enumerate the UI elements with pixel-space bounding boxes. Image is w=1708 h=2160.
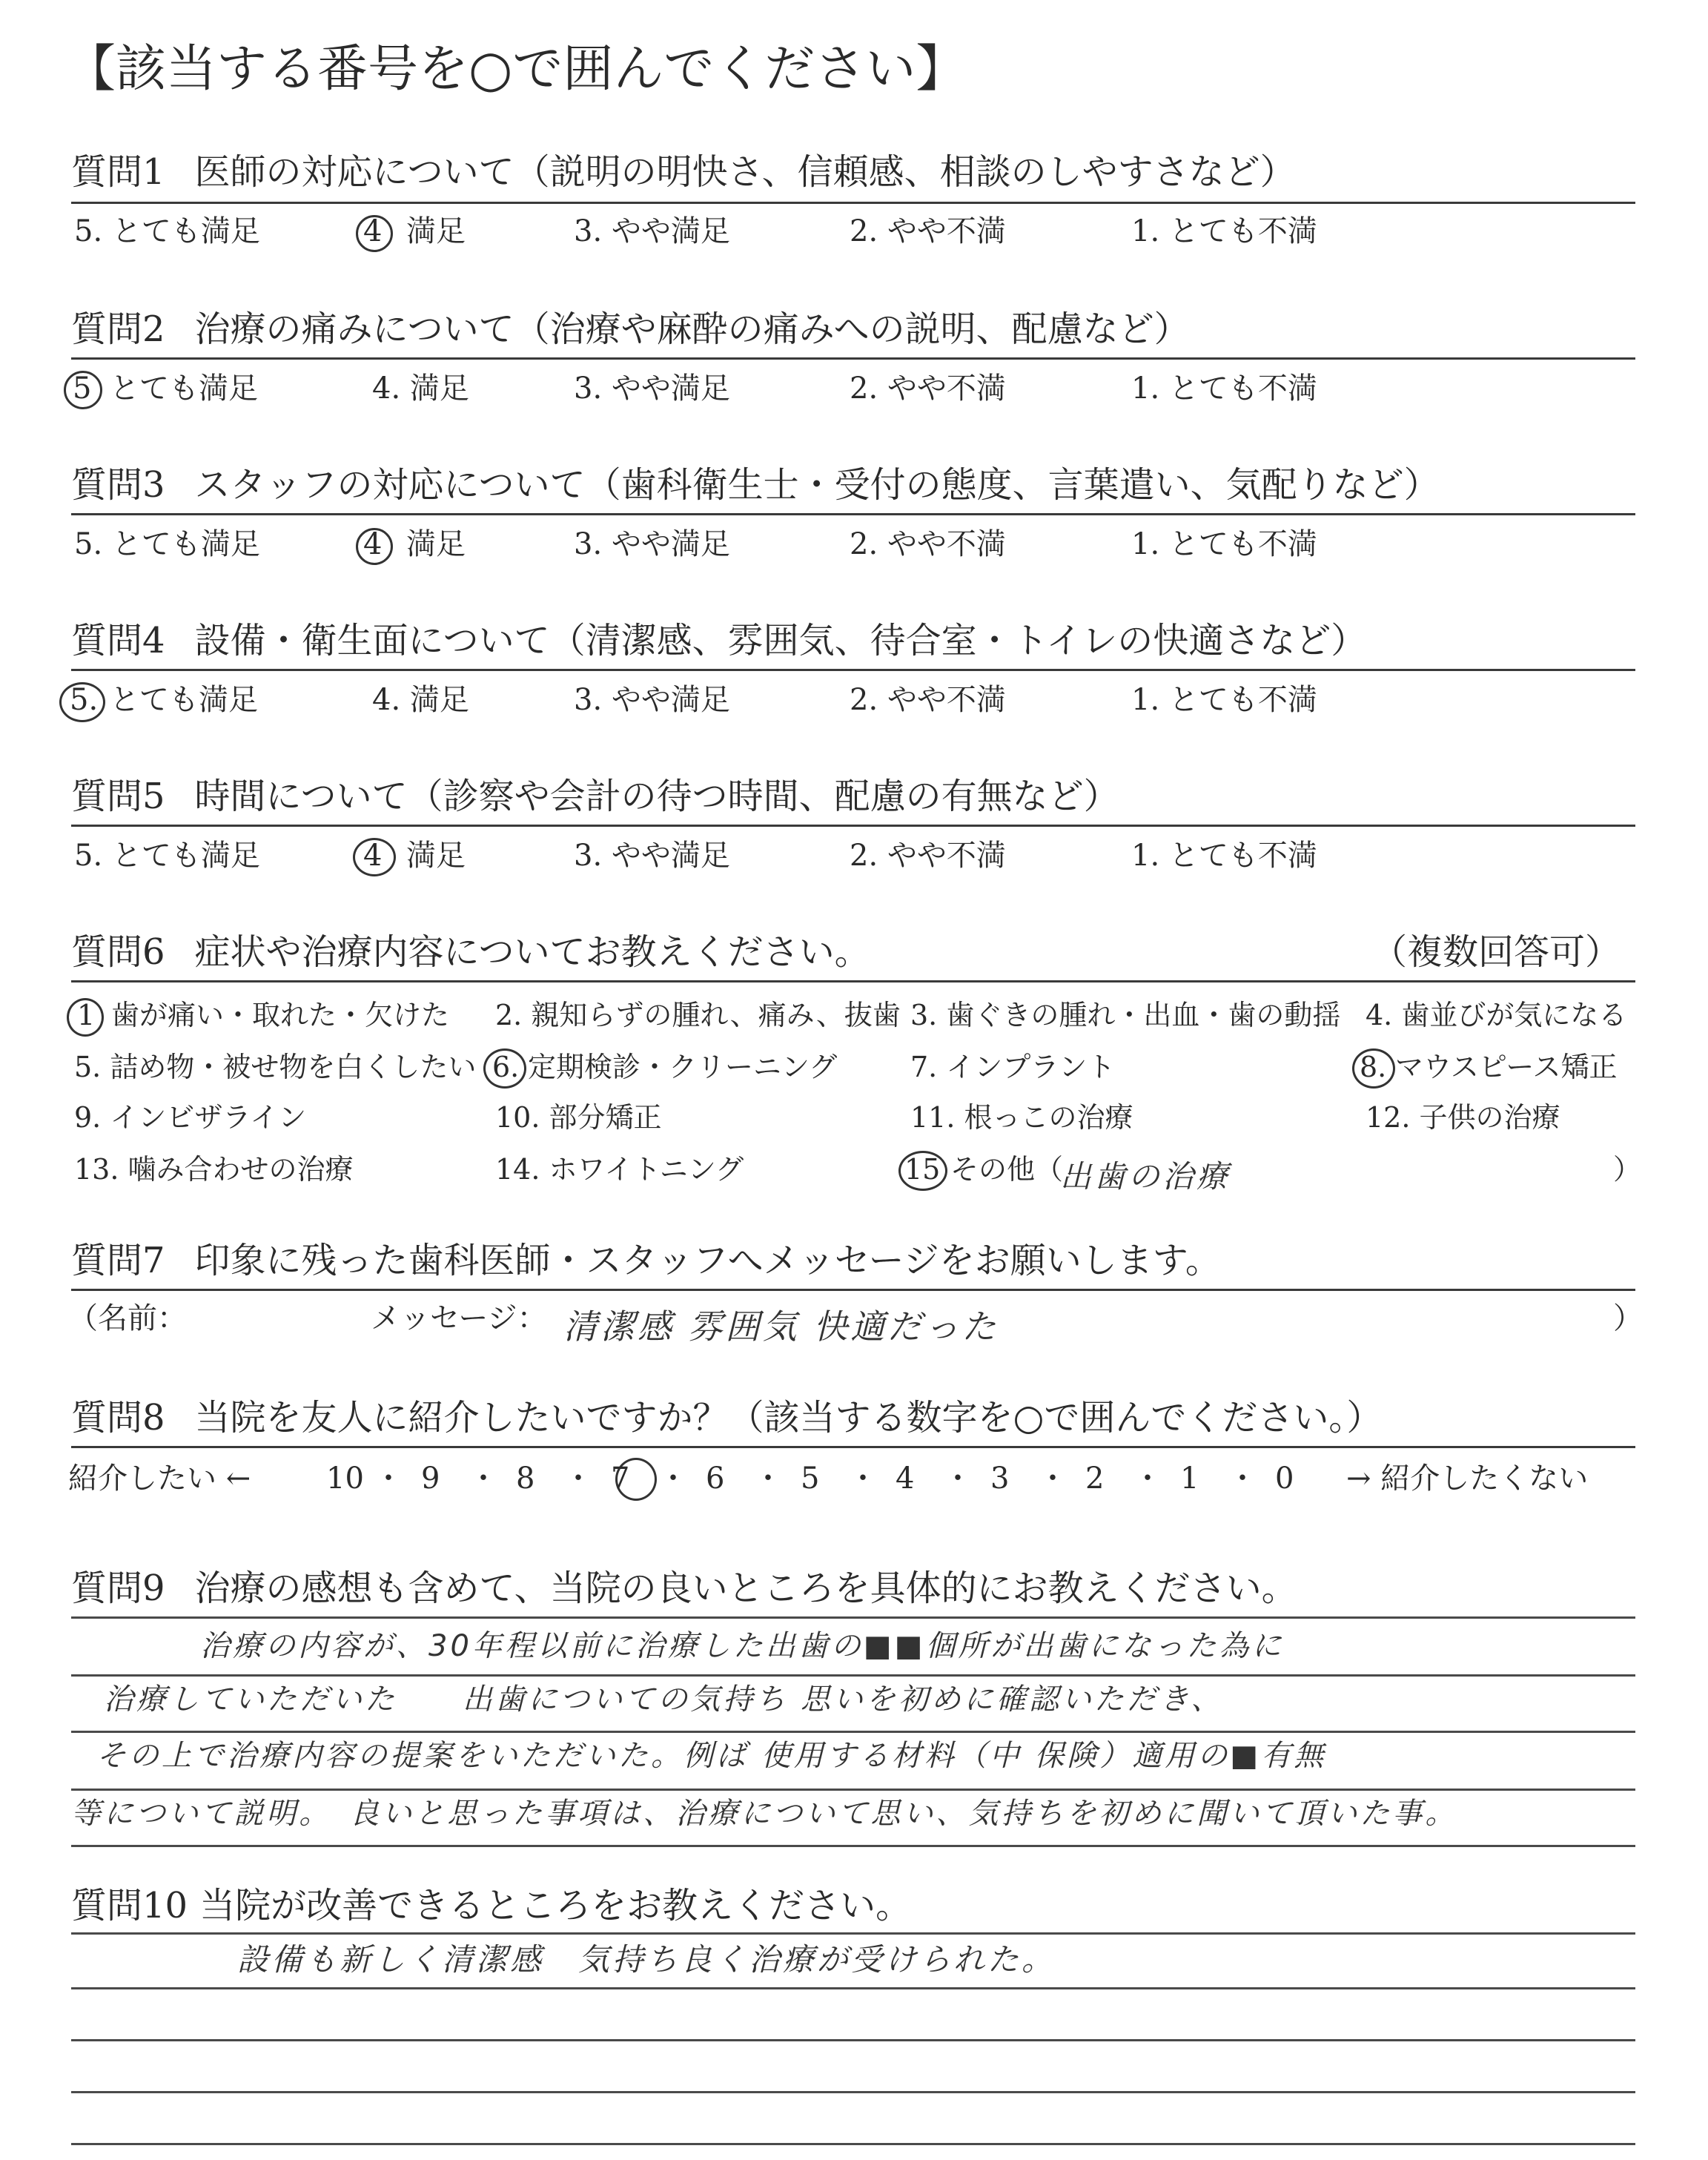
q6-item-11[interactable]: 11. 根っこの治療 — [910, 1101, 1133, 1134]
q6-item-13[interactable]: 13. 噛み合わせの治療 — [74, 1153, 354, 1186]
q4-opt-5-num[interactable]: 5. — [70, 683, 99, 717]
q5-opt-4-num[interactable]: 4 — [363, 839, 383, 873]
q9-line-2 — [71, 1731, 1635, 1733]
page-heading: 【該当する番号を○で囲んでください】 — [65, 40, 967, 99]
q5-number: 質問5 — [71, 776, 165, 817]
q9-answer-line-3[interactable]: その上で治療内容の提案をいただいた。例ば 使用する材料（中 保険）適用の■有無 — [96, 1739, 1327, 1773]
q8-scale-separator: ・ — [1133, 1462, 1162, 1496]
q6-item-8[interactable]: マウスピース矯正 — [1395, 1051, 1618, 1083]
q8-scale-separator: ・ — [658, 1462, 688, 1496]
q9-number: 質問9 — [71, 1568, 165, 1609]
q3-opt-5[interactable]: 5. とても満足 — [74, 527, 260, 561]
q10-line-1 — [71, 1987, 1635, 1989]
q5-opt-4[interactable]: 満足 — [406, 839, 466, 873]
q4-title: 設備・衛生面について（清潔感、雰囲気、待合室・トイレの快適さなど） — [194, 620, 1367, 661]
q8-scale-separator: ・ — [943, 1462, 973, 1496]
q1-rule — [71, 202, 1635, 204]
q2-opt-5[interactable]: とても満足 — [110, 371, 258, 406]
q8-scale-8[interactable]: 8 — [516, 1462, 535, 1496]
q10-answer-line-1[interactable]: 設備も新しく清潔感 気持ち良く治療が受けられた。 — [237, 1941, 1056, 1978]
q5-title: 時間について（診察や会計の待つ時間、配慮の有無など） — [194, 776, 1119, 817]
q7-name-label[interactable]: （名前： — [68, 1301, 187, 1335]
q4-number: 質問4 — [71, 620, 165, 661]
q9-line-3 — [71, 1789, 1635, 1791]
q6-other-close: ） — [1613, 1153, 1642, 1186]
q7-rule — [71, 1289, 1635, 1291]
q1-opt-4-num[interactable]: 4 — [363, 214, 383, 248]
q1-number: 質問1 — [71, 151, 165, 193]
q6-item-7[interactable]: 7. インプラント — [910, 1051, 1116, 1083]
q1-opt-2[interactable]: 2. やや不満 — [850, 214, 1006, 248]
q6-item-3[interactable]: 3. 歯ぐきの腫れ・出血・歯の動揺 — [910, 999, 1341, 1031]
q6-item-1[interactable]: 歯が痛い・取れた・欠けた — [111, 999, 450, 1031]
q3-rule — [71, 513, 1635, 515]
q8-number: 質問8 — [71, 1397, 165, 1439]
q2-number: 質問2 — [71, 308, 165, 350]
q6-item-14[interactable]: 14. ホワイトニング — [495, 1153, 744, 1186]
q9-answer-line-4[interactable]: 等について説明。 良いと思った事項は、治療について思い、気持ちを初めに聞いて頂いた事。 — [71, 1797, 1458, 1831]
q9-line-1 — [71, 1674, 1635, 1677]
q7-message-handwritten[interactable]: 清潔感 雰囲気 快適だった — [563, 1307, 999, 1347]
q5-opt-2[interactable]: 2. やや不満 — [850, 839, 1006, 873]
q6-item-1-num[interactable]: 1 — [77, 999, 96, 1031]
q8-scale-10[interactable]: 10 — [326, 1462, 364, 1496]
q3-heading — [71, 464, 1440, 506]
q7-heading — [71, 1240, 1221, 1281]
q9-answer-line-2[interactable]: 治療していただいた 出歯についての気持ち 思いを初めに確認いただき、 — [104, 1682, 1224, 1717]
q10-line-4 — [71, 2143, 1635, 2145]
q8-scale-4[interactable]: 4 — [896, 1462, 915, 1496]
q5-opt-3[interactable]: 3. やや満足 — [574, 839, 730, 873]
q8-scale-7[interactable]: 7 — [611, 1462, 630, 1496]
q1-opt-1[interactable]: 1. とても不満 — [1131, 214, 1317, 248]
q7-message-label: メッセージ： — [371, 1301, 547, 1335]
q8-scale-3[interactable]: 3 — [990, 1462, 1010, 1496]
q2-opt-3[interactable]: 3. やや満足 — [574, 371, 730, 406]
q6-note: （複数回答可） — [1371, 931, 1621, 973]
q6-heading — [71, 931, 870, 973]
q9-answer-line-1[interactable]: 治療の内容が、30年程以前に治療した出歯の■■個所が出歯になった為に — [200, 1629, 1285, 1663]
q6-item-2[interactable]: 2. 親知らずの腫れ、痛み、抜歯 — [495, 999, 901, 1031]
q2-opt-5-num[interactable]: 5 — [73, 371, 92, 406]
q2-title: 治療の痛みについて（治療や麻酔の痛みへの説明、配慮など） — [194, 308, 1190, 350]
q8-scale-separator: ・ — [563, 1462, 593, 1496]
q6-item-15[interactable]: その他（ — [950, 1153, 1064, 1186]
q8-heading — [71, 1397, 1383, 1439]
q4-opt-5[interactable]: とても満足 — [110, 683, 258, 717]
q1-opt-5[interactable]: 5. とても満足 — [74, 214, 260, 248]
q2-opt-1[interactable]: 1. とても不満 — [1131, 371, 1317, 406]
q8-scale-separator: ・ — [753, 1462, 783, 1496]
q6-item-12[interactable]: 12. 子供の治療 — [1366, 1101, 1560, 1134]
q8-scale-6[interactable]: 6 — [706, 1462, 725, 1496]
q8-right-label: → 紹介したくない — [1346, 1462, 1589, 1496]
q6-item-6[interactable]: 定期検診・クリーニング — [528, 1051, 838, 1083]
q9-heading — [71, 1568, 1297, 1609]
q8-scale-5[interactable]: 5 — [801, 1462, 820, 1496]
q2-opt-4[interactable]: 4. 満足 — [372, 371, 469, 406]
q5-rule — [71, 825, 1635, 827]
q5-heading — [71, 776, 1119, 817]
q4-opt-2[interactable]: 2. やや不満 — [850, 683, 1006, 717]
q1-heading — [71, 151, 1296, 193]
q10-line-0 — [71, 1932, 1635, 1935]
q10-line-3 — [71, 2091, 1635, 2093]
q3-opt-4-num[interactable]: 4 — [363, 527, 383, 561]
q8-scale-9[interactable]: 9 — [421, 1462, 440, 1496]
q8-scale-separator: ・ — [374, 1462, 403, 1496]
q6-item-15-num[interactable]: 15 — [904, 1153, 941, 1186]
q8-scale-separator: ・ — [469, 1462, 498, 1496]
q6-rule — [71, 980, 1635, 982]
q10-heading — [71, 1885, 912, 1926]
q9-line-0 — [71, 1616, 1635, 1619]
q10-number: 質問10 — [71, 1885, 188, 1926]
q3-title: スタッフの対応について（歯科衛生士・受付の態度、言葉遣い、気配りなど） — [194, 464, 1440, 506]
q7-close: ） — [1613, 1301, 1643, 1335]
q4-opt-1[interactable]: 1. とても不満 — [1131, 683, 1317, 717]
q6-other-handwritten[interactable]: 出歯の治療 — [1060, 1158, 1231, 1195]
q8-scale-1[interactable]: 1 — [1180, 1462, 1199, 1496]
q7-number: 質問7 — [71, 1240, 165, 1281]
q3-opt-4[interactable]: 満足 — [406, 527, 466, 561]
q5-opt-1[interactable]: 1. とても不満 — [1131, 839, 1317, 873]
q3-opt-1[interactable]: 1. とても不満 — [1131, 527, 1317, 561]
q6-item-5[interactable]: 5. 詰め物・被せ物を白くしたい — [74, 1051, 477, 1083]
q8-rule — [71, 1446, 1635, 1448]
q6-item-8-num[interactable]: 8. — [1360, 1051, 1387, 1083]
q4-heading — [71, 620, 1367, 661]
q6-item-6-num[interactable]: 6. — [492, 1051, 520, 1083]
q6-item-10[interactable]: 10. 部分矯正 — [495, 1101, 662, 1134]
q10-title: 当院が改善できるところをお教えください。 — [199, 1885, 912, 1926]
q8-scale-separator: ・ — [1228, 1462, 1257, 1496]
q1-opt-4[interactable]: 満足 — [406, 214, 466, 248]
q8-scale-separator: ・ — [848, 1462, 878, 1496]
q4-opt-3[interactable]: 3. やや満足 — [574, 683, 730, 717]
q8-title: 当院を友人に紹介したいですか？（該当する数字を○で囲んでください。） — [194, 1397, 1383, 1439]
q2-heading — [71, 308, 1190, 350]
q2-opt-2[interactable]: 2. やや不満 — [850, 371, 1006, 406]
q3-opt-3[interactable]: 3. やや満足 — [574, 527, 730, 561]
q8-scale-separator: ・ — [1038, 1462, 1068, 1496]
q2-rule — [71, 357, 1635, 360]
q8-left-label: 紹介したい ← — [68, 1462, 251, 1496]
q3-opt-2[interactable]: 2. やや不満 — [850, 527, 1006, 561]
q4-rule — [71, 669, 1635, 671]
q5-opt-5[interactable]: 5. とても満足 — [74, 839, 260, 873]
q3-number: 質問3 — [71, 464, 165, 506]
q6-item-4[interactable]: 4. 歯並びが気になる — [1366, 999, 1627, 1031]
q6-title: 症状や治療内容についてお教えください。 — [194, 931, 870, 973]
q6-item-9[interactable]: 9. インビザライン — [74, 1101, 307, 1134]
q4-opt-4[interactable]: 4. 満足 — [372, 683, 469, 717]
q7-title: 印象に残った歯科医師・スタッフへメッセージをお願いします。 — [194, 1240, 1221, 1281]
q1-title: 医師の対応について（説明の明快さ、信頼感、相談のしやすさなど） — [194, 151, 1296, 193]
q8-scale-0[interactable]: 0 — [1275, 1462, 1294, 1496]
q10-line-2 — [71, 2039, 1635, 2041]
q1-opt-3[interactable]: 3. やや満足 — [574, 214, 730, 248]
q8-scale-2[interactable]: 2 — [1085, 1462, 1105, 1496]
q9-line-4 — [71, 1845, 1635, 1847]
q6-number: 質問6 — [71, 931, 165, 973]
q9-title: 治療の感想も含めて、当院の良いところを具体的にお教えください。 — [194, 1568, 1297, 1609]
